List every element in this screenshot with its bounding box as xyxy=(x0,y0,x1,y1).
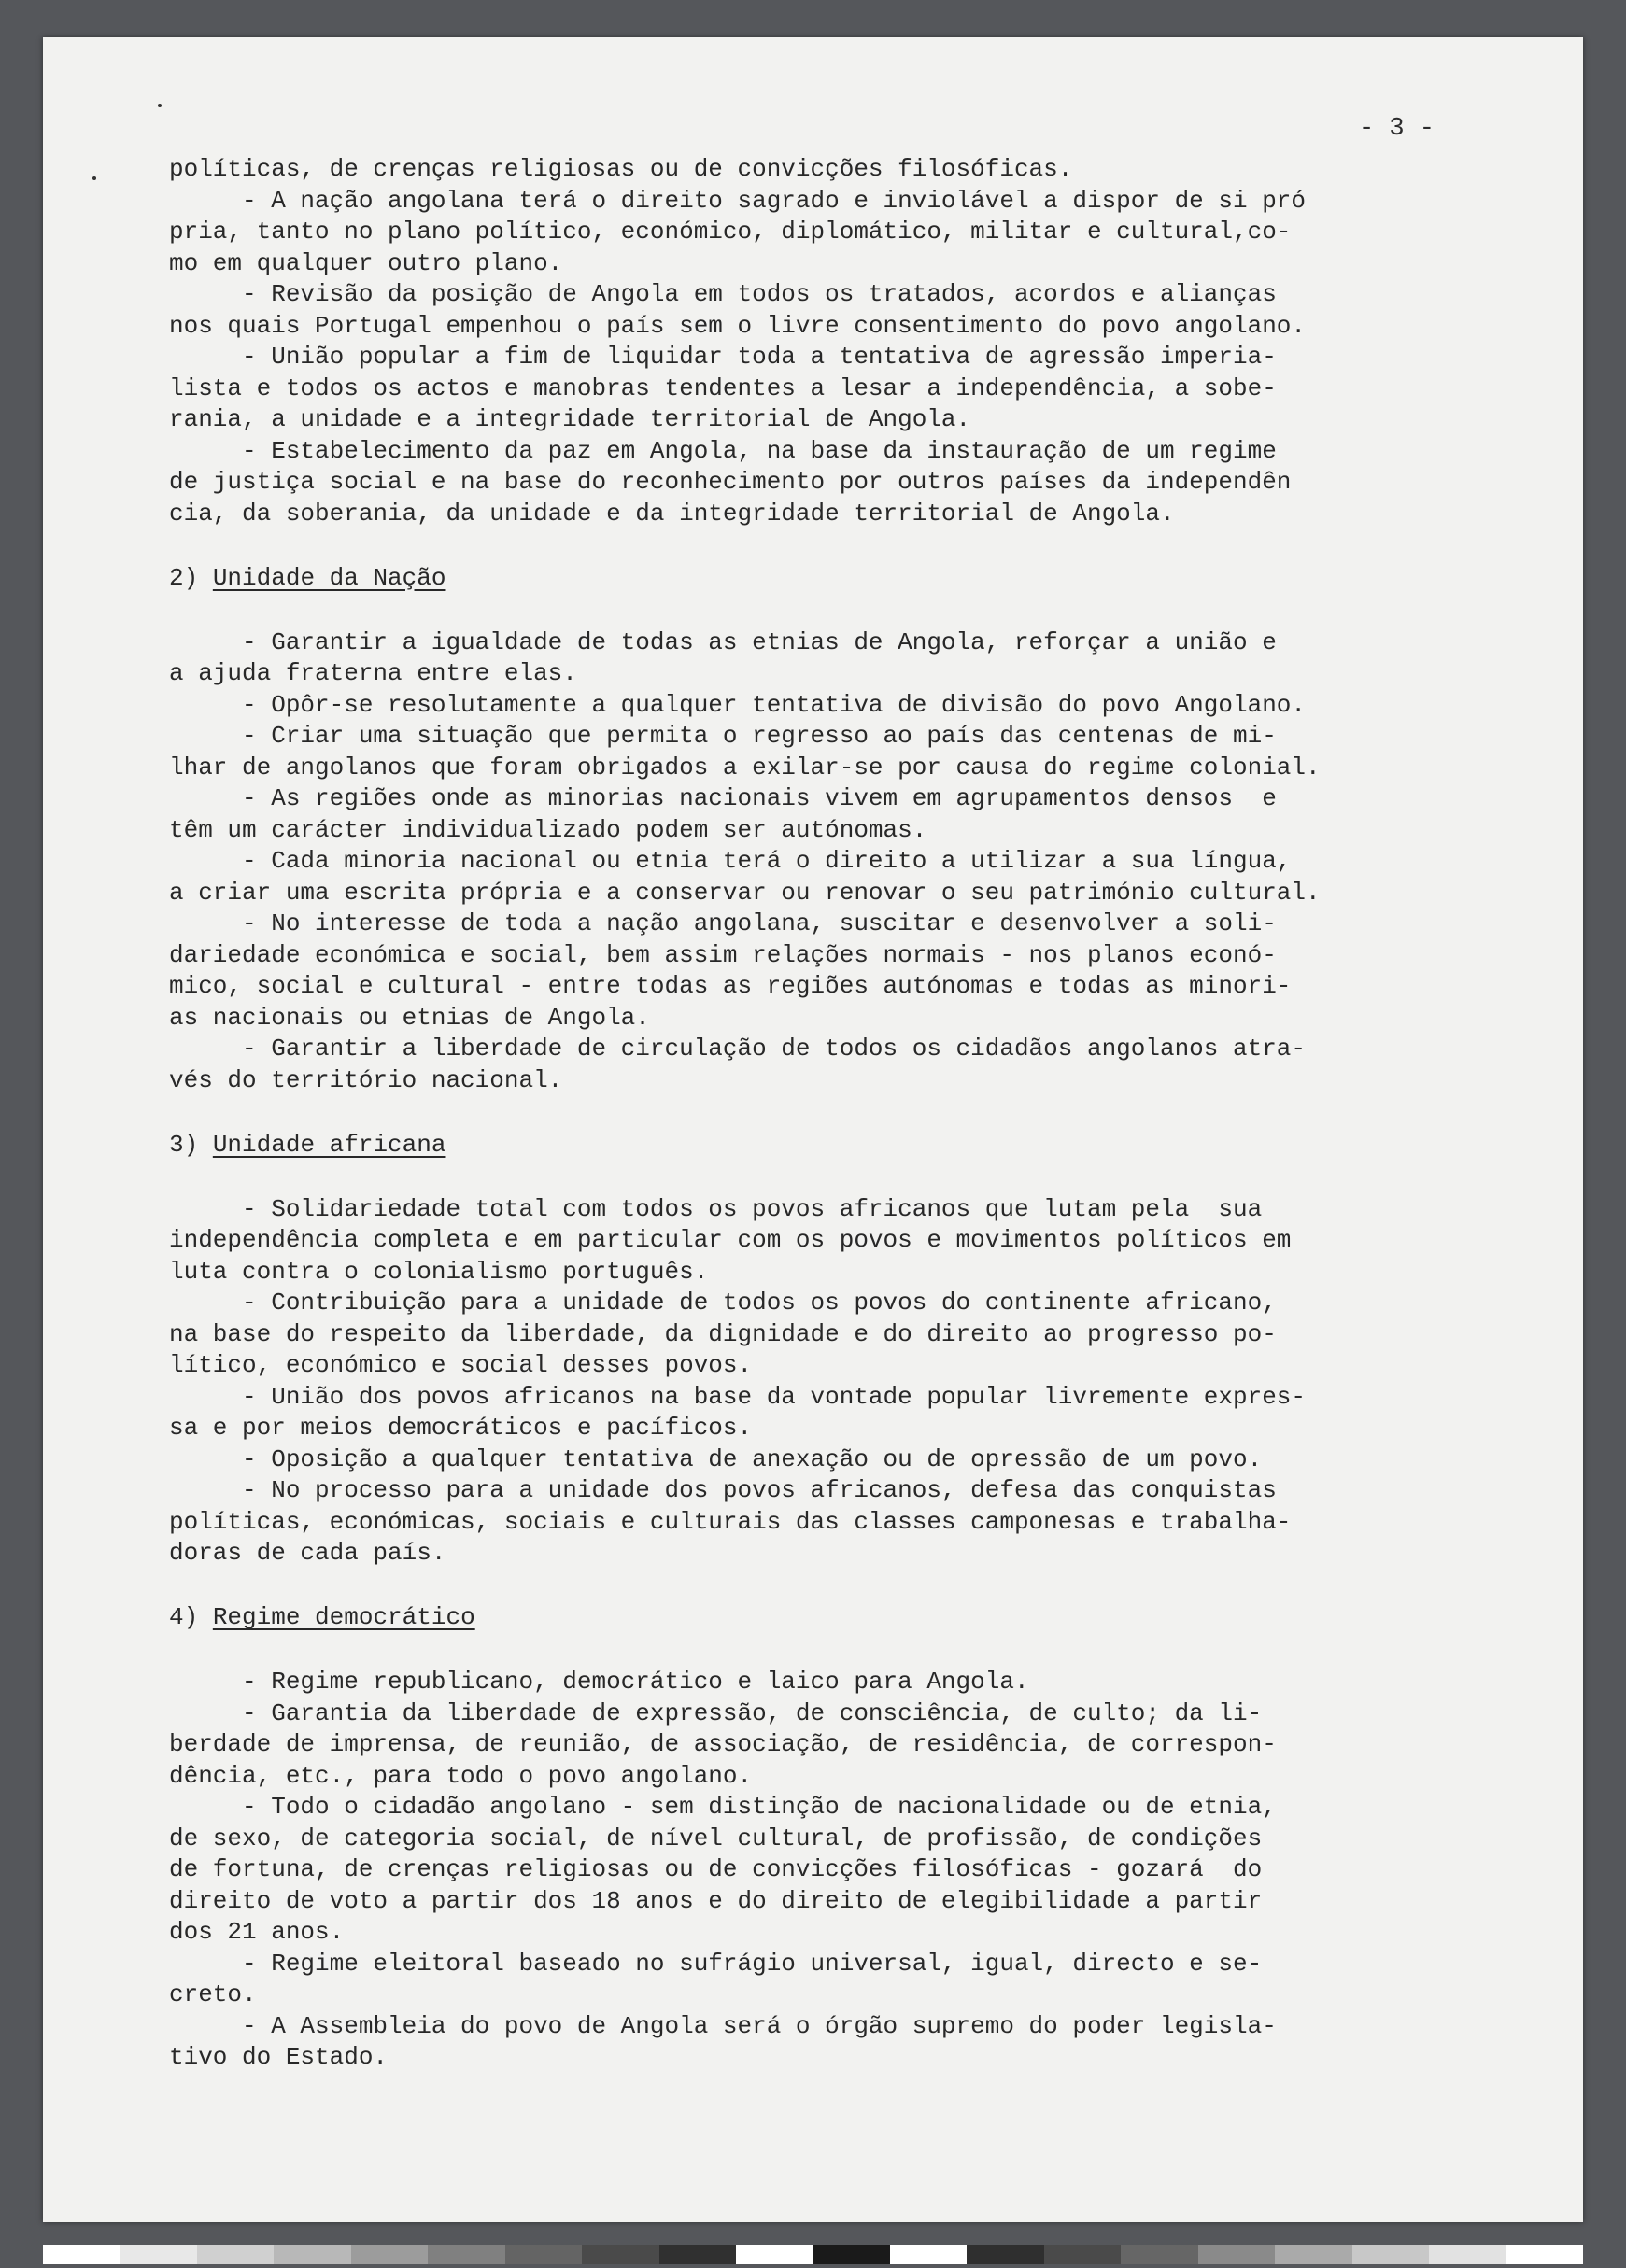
calibration-swatch xyxy=(1352,2245,1429,2264)
calibration-swatch xyxy=(736,2245,813,2264)
section-number: 4) xyxy=(169,1603,199,1631)
paragraph-gap xyxy=(169,1570,1514,1601)
body-line: dariedade económica e social, bem assim relações normais - nos planos econó- xyxy=(169,940,1277,969)
body-line: sa e por meios democráticos e pacíficos. xyxy=(169,1414,753,1442)
body-line: independência completa e em particular com os povos e movimentos políticos em xyxy=(169,1226,1292,1254)
body-line: lítico, económico e social desses povos. xyxy=(169,1351,753,1379)
body-line: - União popular a fim de liquidar toda a tentativa de agressão imperia- xyxy=(169,343,1277,371)
body-line: - No interesse de toda a nação angolana, suscitar e desenvolver a soli- xyxy=(169,909,1277,937)
body-line: de sexo, de categoria social, de nível cultural, de profissão, de condições xyxy=(169,1824,1263,1852)
body-line: pria, tanto no plano político, económico, diplomático, militar e cultural,co- xyxy=(169,218,1292,246)
calibration-strip xyxy=(43,2245,1583,2264)
calibration-swatch xyxy=(505,2245,582,2264)
body-line: cia, da soberania, da unidade e da integridade territorial de Angola. xyxy=(169,499,1175,528)
body-line: - Regime republicano, democrático e laico para Angola. xyxy=(169,1668,1029,1696)
body-line: políticas, de crenças religiosas ou de convicções filosóficas. xyxy=(169,155,1073,183)
body-line: - As regiões onde as minorias nacionais vivem em agrupamentos densos e xyxy=(169,784,1277,812)
paragraph-gap xyxy=(169,1636,1514,1668)
body-line: - A Assembleia do povo de Angola será o órgão supremo do poder legisla- xyxy=(169,2011,1277,2040)
section-number: 3) xyxy=(169,1130,199,1159)
body-line: - Regime eleitoral baseado no sufrágio universal, igual, directo e se- xyxy=(169,1949,1263,1978)
body-line: direito de voto a partir dos 18 anos e do direito de elegibilidade a partir xyxy=(169,1886,1263,1915)
calibration-swatch xyxy=(1506,2245,1583,2264)
body-line: - União dos povos africanos na base da vontade popular livremente expres- xyxy=(169,1382,1306,1411)
body-line: de justiça social e na base do reconhecimento por outros países da independên xyxy=(169,468,1292,496)
body-line: lista e todos os actos e manobras tendentes a lesar a independência, a sobe- xyxy=(169,373,1277,402)
body-line: - Revisão da posição de Angola em todos os tratados, acordos e alianças xyxy=(169,280,1277,308)
calibration-swatch xyxy=(1198,2245,1275,2264)
calibration-swatch xyxy=(582,2245,658,2264)
body-line: lhar de angolanos que foram obrigados a exilar-se por causa do regime colonial. xyxy=(169,753,1321,782)
body-line: tivo do Estado. xyxy=(169,2043,389,2071)
body-line: políticas, económicas, sociais e culturais das classes camponesas e trabalha- xyxy=(169,1507,1292,1536)
paragraph-gap xyxy=(169,529,1514,561)
calibration-swatch xyxy=(967,2245,1043,2264)
body-line: creto. xyxy=(169,1980,257,2008)
calibration-swatch xyxy=(43,2245,120,2264)
body-line: - Solidariedade total com todos os povos africanos que lutam pela sua xyxy=(169,1194,1263,1223)
body-line: doras de cada país. xyxy=(169,1539,446,1567)
body-line: têm um carácter individualizado podem ser autónomas. xyxy=(169,815,927,844)
calibration-swatch xyxy=(1121,2245,1197,2264)
calibration-swatch xyxy=(890,2245,967,2264)
section-heading xyxy=(169,563,1514,595)
body-line: luta contra o colonialismo português. xyxy=(169,1257,709,1286)
body-line: mo em qualquer outro plano. xyxy=(169,248,563,277)
body-line: - No processo para a unidade dos povos africanos, defesa das conquistas xyxy=(169,1476,1277,1504)
body-line: - Garantir a liberdade de circulação de todos os cidadãos angolanos atra- xyxy=(169,1035,1306,1063)
calibration-swatch xyxy=(274,2245,350,2264)
section-heading xyxy=(169,1602,1514,1634)
body-line: - A nação angolana terá o direito sagrado e inviolável a dispor de si pró xyxy=(169,186,1306,215)
body-line: dos 21 anos. xyxy=(169,1918,345,1946)
body-line: as nacionais ou etnias de Angola. xyxy=(169,1003,650,1032)
body-line: dência, etc., para todo o povo angolano. xyxy=(169,1761,753,1790)
body-line: - Criar uma situação que permita o regresso ao país das centenas de mi- xyxy=(169,722,1277,750)
paragraph-gap xyxy=(169,596,1514,627)
body-line: - Garantia da liberdade de expressão, de consciência, de culto; da li- xyxy=(169,1698,1263,1727)
calibration-swatch xyxy=(813,2245,890,2264)
document-body xyxy=(169,154,1514,2074)
body-line: nos quais Portugal empenhou o país sem o livre consentimento do povo angolano. xyxy=(169,311,1306,340)
ink-speck xyxy=(158,104,162,107)
section-heading xyxy=(169,1130,1514,1162)
calibration-swatch xyxy=(428,2245,504,2264)
body-line: a ajuda fraterna entre elas. xyxy=(169,659,577,687)
body-line: - Opôr-se resolutamente a qualquer tentativa de divisão do povo Angolano. xyxy=(169,690,1306,719)
body-line: - Oposição a qualquer tentativa de anexação ou de opressão de um povo. xyxy=(169,1444,1263,1473)
calibration-swatch xyxy=(1275,2245,1351,2264)
calibration-swatch xyxy=(197,2245,274,2264)
body-line: mico, social e cultural - entre todas as regiões autónomas e todas as minori- xyxy=(169,972,1292,1000)
body-line: vés do território nacional. xyxy=(169,1065,563,1094)
section-number: 2) xyxy=(169,563,199,592)
calibration-swatch xyxy=(351,2245,428,2264)
body-line: na base do respeito da liberdade, da dignidade e do direito ao progresso po- xyxy=(169,1319,1277,1348)
body-line: - Estabelecimento da paz em Angola, na base da instauração de um regime xyxy=(169,436,1277,465)
section-title: Unidade da Nação xyxy=(212,563,446,592)
paragraph-gap xyxy=(169,1162,1514,1194)
ink-speck xyxy=(92,176,96,180)
body-line: de fortuna, de crenças religiosas ou de convicções filosóficas - gozará do xyxy=(169,1855,1263,1883)
section-title: Regime democrático xyxy=(212,1603,475,1631)
body-line: a criar uma escrita própria e a conservar ou renovar o seu património cultural. xyxy=(169,878,1321,907)
paragraph-gap xyxy=(169,1096,1514,1128)
body-line: rania, a unidade e a integridade territorial de Angola. xyxy=(169,405,971,433)
body-line: - Cada minoria nacional ou etnia terá o direito a utilizar a sua língua, xyxy=(169,847,1292,875)
section-title: Unidade africana xyxy=(212,1130,446,1159)
calibration-swatch xyxy=(1044,2245,1121,2264)
body-line: - Garantir a igualdade de todas as etnias de Angola, reforçar a união e xyxy=(169,627,1277,656)
page-number: - 3 - xyxy=(1359,115,1435,143)
calibration-swatch xyxy=(1429,2245,1506,2264)
calibration-swatch xyxy=(659,2245,736,2264)
body-line: - Contribuição para a unidade de todos os povos do continente africano, xyxy=(169,1289,1277,1317)
body-line: - Todo o cidadão angolano - sem distinção de nacionalidade ou de etnia, xyxy=(169,1793,1277,1821)
calibration-swatch xyxy=(120,2245,196,2264)
body-line: berdade de imprensa, de reunião, de associação, de residência, de correspon- xyxy=(169,1730,1277,1758)
